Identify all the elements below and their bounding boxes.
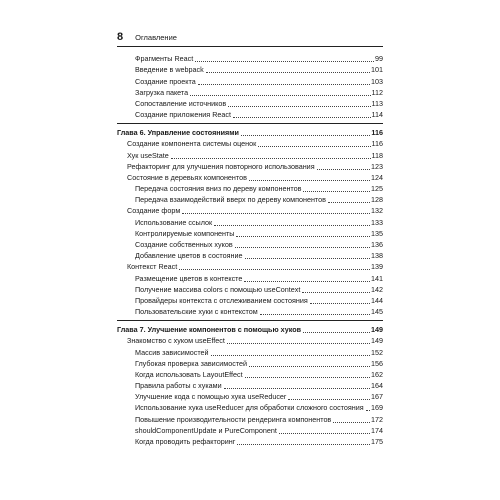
toc-entry[interactable] xyxy=(117,137,383,148)
dot-leader xyxy=(182,207,370,214)
toc-entry[interactable] xyxy=(117,227,383,238)
toc-entry-label: Загрузка пакета xyxy=(135,87,189,97)
dot-leader xyxy=(245,252,370,259)
dot-leader xyxy=(303,185,370,192)
toc-entry-label: Улучшение кода с помощью хука useReducer xyxy=(135,392,287,402)
toc-entry[interactable] xyxy=(117,238,383,249)
toc-chapter-label: Глава 7. Улучшение компонентов с помощью хуков xyxy=(117,325,302,335)
toc-entry-page: 174 xyxy=(371,425,383,435)
toc-entry-label: Использование хука useReducer для обработки сложного состояния xyxy=(135,403,364,413)
dot-leader xyxy=(310,297,370,304)
dot-leader xyxy=(302,286,370,293)
dot-leader xyxy=(366,404,370,411)
dot-leader xyxy=(249,174,370,181)
toc-entry-page: 172 xyxy=(371,414,383,424)
dot-leader xyxy=(279,427,370,434)
toc-entry-page: 175 xyxy=(371,437,383,446)
toc-entry-label: Массив зависимостей xyxy=(135,347,209,357)
toc-entry-label: Провайдеры контекста с отслеживанием состояния xyxy=(135,295,308,305)
toc-entry[interactable] xyxy=(117,215,383,226)
toc-entry-label: Пользовательские хуки с контекстом xyxy=(135,307,258,317)
dot-leader xyxy=(195,55,374,62)
toc-entry-page: 142 xyxy=(371,284,383,294)
toc-entry-page: 132 xyxy=(371,206,383,216)
dot-leader xyxy=(237,438,370,445)
dot-leader xyxy=(244,275,370,282)
toc-entry-label: Состояние в деревьях компонентов xyxy=(127,172,247,182)
toc-entry[interactable] xyxy=(117,108,383,119)
dot-leader xyxy=(214,219,370,226)
toc-entry[interactable] xyxy=(117,97,383,108)
toc-entry-label: Контролируемые компоненты xyxy=(135,228,235,238)
toc-entry-label: Создание приложения React xyxy=(135,110,231,120)
toc-entry[interactable] xyxy=(117,390,383,401)
toc-entry-page: 164 xyxy=(371,381,383,391)
toc-entry[interactable] xyxy=(117,52,383,63)
header-rule xyxy=(117,46,383,47)
toc-entry-page: 169 xyxy=(371,403,383,413)
toc-entry-label: Передача состояния вниз по дереву компонентов xyxy=(135,184,302,194)
toc-entry-page: 112 xyxy=(371,87,383,97)
toc-entry-page: 145 xyxy=(371,307,383,317)
toc-section-chapter7 xyxy=(117,334,383,446)
toc-chapter-page: 149 xyxy=(371,325,383,335)
toc-entry-label: Повышение производительности рендеринга компонентов xyxy=(135,414,332,424)
toc-entry-label: Когда использовать LayoutEffect xyxy=(135,369,243,379)
toc-entry-page: 125 xyxy=(371,184,383,194)
dot-leader xyxy=(233,111,371,118)
toc-entry-page: 113 xyxy=(371,98,383,108)
toc-entry-label: Создание собственных хуков xyxy=(135,240,233,249)
toc-entry-page: 99 xyxy=(375,54,383,64)
toc-section-chapter6 xyxy=(117,137,383,316)
toc-entry[interactable] xyxy=(117,368,383,379)
dot-leader xyxy=(198,78,370,85)
toc-entry-label: Размещение цветов в контексте xyxy=(135,273,243,283)
dot-leader xyxy=(258,140,370,147)
dot-leader xyxy=(236,230,370,237)
toc-entry-page: 152 xyxy=(371,347,383,357)
toc-entry-page: 149 xyxy=(371,336,383,346)
toc-entry-label: Создание компонента системы оценок xyxy=(127,139,257,149)
toc-entry-label: Добавление цветов в состояние xyxy=(135,251,243,261)
toc-entry-page: 133 xyxy=(371,217,383,227)
toc-entry-page: 103 xyxy=(371,76,383,86)
dot-leader xyxy=(171,152,371,159)
toc-entry[interactable] xyxy=(117,334,383,345)
dot-leader xyxy=(235,241,370,248)
toc-entry-page: 156 xyxy=(371,358,383,368)
page-number: 8 xyxy=(117,31,124,43)
toc-entry[interactable] xyxy=(117,357,383,368)
toc-entry-label: Правила работы с хуками xyxy=(135,381,222,391)
toc-entry-page: 167 xyxy=(371,392,383,402)
toc-entry[interactable] xyxy=(117,148,383,159)
toc-entry[interactable] xyxy=(117,260,383,271)
toc-entry[interactable] xyxy=(117,74,383,85)
toc-entry-label: Когда проводить рефакторинг xyxy=(135,437,236,446)
toc-entry-page: 128 xyxy=(371,195,383,205)
table-of-contents xyxy=(117,52,383,446)
toc-entry[interactable] xyxy=(117,305,383,316)
toc-entry[interactable] xyxy=(117,345,383,356)
toc-entry[interactable] xyxy=(117,401,383,412)
dot-leader xyxy=(328,196,370,203)
toc-entry-page: 141 xyxy=(371,273,383,283)
toc-entry[interactable] xyxy=(117,283,383,294)
dot-leader xyxy=(288,393,370,400)
toc-entry[interactable] xyxy=(117,193,383,204)
toc-entry[interactable] xyxy=(117,271,383,282)
toc-chapter-6[interactable] xyxy=(117,124,383,137)
toc-entry[interactable] xyxy=(117,412,383,423)
toc-entry[interactable] xyxy=(117,424,383,435)
toc-entry-page: 135 xyxy=(371,228,383,238)
toc-entry-label: Создание форм xyxy=(127,206,181,216)
toc-entry-page: 101 xyxy=(371,65,383,75)
toc-entry[interactable] xyxy=(117,249,383,260)
toc-entry-label: Знакомство с хуком useEffect xyxy=(127,336,225,346)
dot-leader xyxy=(179,263,370,270)
toc-entry-page: 138 xyxy=(371,251,383,261)
toc-entry[interactable] xyxy=(117,160,383,171)
toc-entry-page: 124 xyxy=(371,172,383,182)
toc-entry[interactable] xyxy=(117,204,383,215)
dot-leader xyxy=(241,129,370,136)
running-head xyxy=(117,31,177,43)
dot-leader xyxy=(224,382,370,389)
toc-entry-label: Фрагменты React xyxy=(135,54,194,64)
dot-leader xyxy=(228,100,370,107)
toc-entry[interactable] xyxy=(117,379,383,390)
toc-chapter-7[interactable] xyxy=(117,321,383,334)
toc-entry-label: Создание проекта xyxy=(135,76,196,86)
toc-entry-page: 123 xyxy=(371,161,383,171)
toc-entry-label: Контекст React xyxy=(127,262,178,272)
dot-leader xyxy=(211,349,370,356)
toc-entry-label: Использование ссылок xyxy=(135,217,213,227)
toc-entry[interactable] xyxy=(117,435,383,446)
dot-leader xyxy=(227,337,370,344)
dot-leader xyxy=(190,89,370,96)
toc-entry-label: Рефакторинг для улучшения повторного использования xyxy=(127,161,315,171)
toc-entry[interactable] xyxy=(117,182,383,193)
toc-entry-label: Передача взаимодействий вверх по дереву компонентов xyxy=(135,195,326,205)
toc-entry-page: 162 xyxy=(371,369,383,379)
dot-leader xyxy=(206,66,370,73)
toc-entry[interactable] xyxy=(117,63,383,74)
toc-entry-page: 136 xyxy=(371,240,383,249)
dot-leader xyxy=(333,416,370,423)
toc-chapter-page: 116 xyxy=(371,128,383,138)
toc-entry-label: Сопоставление источников xyxy=(135,98,227,108)
toc-entry-label: shouldComponentUpdate и PureComponent xyxy=(135,425,277,435)
toc-entry[interactable] xyxy=(117,294,383,305)
toc-entry-page: 116 xyxy=(371,139,383,149)
toc-entry-page: 139 xyxy=(371,262,383,272)
dot-leader xyxy=(245,371,370,378)
running-title: Оглавление xyxy=(135,33,177,42)
dot-leader xyxy=(249,360,370,367)
toc-entry-page: 118 xyxy=(371,150,383,160)
toc-entry-label: Получение массива colors с помощью useContext xyxy=(135,284,301,294)
toc-entry-page: 114 xyxy=(371,110,383,120)
toc-entry[interactable] xyxy=(117,86,383,97)
dot-leader xyxy=(303,326,370,333)
toc-entry-page: 144 xyxy=(371,295,383,305)
toc-entry-label: Введение в webpack xyxy=(135,65,204,75)
toc-chapter-label: Глава 6. Управление состояниями xyxy=(117,128,239,138)
toc-entry-label: Глубокая проверка зависимостей xyxy=(135,358,248,368)
toc-section-chapter5-tail xyxy=(117,52,383,119)
toc-entry[interactable] xyxy=(117,171,383,182)
dot-leader xyxy=(317,163,370,170)
dot-leader xyxy=(260,308,370,315)
toc-entry-label: Хук useState xyxy=(127,150,169,160)
